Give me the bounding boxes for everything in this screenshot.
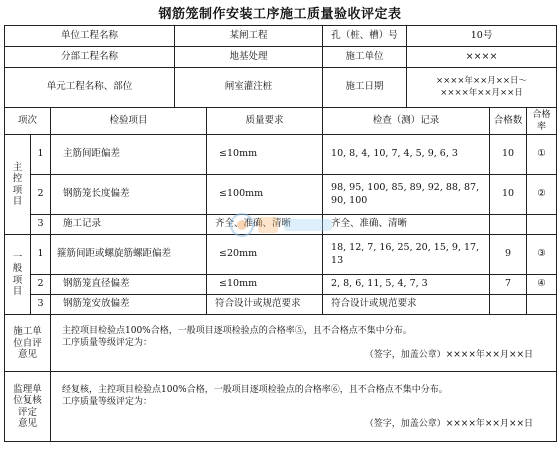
col-item-no: 项次 — [5, 108, 51, 135]
header-row-division — [5, 47, 557, 68]
pass-rate: ② — [527, 175, 557, 215]
element-value: 闸室灌注桩 — [175, 68, 323, 108]
item-no: 3 — [31, 295, 51, 315]
pass-count: 10 — [490, 135, 527, 175]
supervisor-eval-signature: （签字，加盖公章）××××年××月××日 — [364, 418, 534, 429]
division-label: 分部工程名称 — [5, 47, 175, 68]
self-eval-text-1: 主控项目检验点100%合格，一般项目逐项检验点的合格率⑤，且不合格点不集中分布。 — [62, 326, 412, 337]
record: 18, 12, 7, 16, 25, 20, 15, 9, 17, 13 — [323, 235, 490, 275]
pass-rate: ④ — [527, 275, 557, 295]
check-item: 钢筋笼安放偏差 — [51, 295, 207, 315]
supervisor-eval-opinion — [51, 372, 557, 442]
column-header-row — [5, 108, 557, 135]
unit-project-label: 单位工程名称 — [5, 26, 175, 47]
header-row-element — [5, 68, 557, 108]
check-item: 箍筋间距或螺旋筋螺距偏差 — [51, 235, 207, 275]
contractor-label: 施工单位 — [323, 47, 407, 68]
pass-count — [490, 215, 527, 235]
pile-value: 10号 — [407, 26, 557, 47]
inspection-form-table — [4, 25, 557, 442]
table-row — [5, 295, 557, 315]
pile-label: 孔（桩、槽）号 — [323, 26, 407, 47]
record: 符合设计或规范要求 — [323, 295, 490, 315]
requirement: ≤10mm — [207, 135, 323, 175]
check-item: 主筋间距偏差 — [51, 135, 207, 175]
main-group-label: 主 控 项 目 — [5, 135, 31, 235]
element-label: 单元工程名称、部位 — [5, 68, 175, 108]
record: 98, 95, 100, 85, 89, 92, 88, 87, 90, 100 — [323, 175, 490, 215]
col-pass-rate: 合格率 — [527, 108, 557, 135]
table-row — [5, 235, 557, 275]
requirement: 齐全、准确、清晰 — [207, 215, 323, 235]
table-row — [5, 135, 557, 175]
date-line-1: ××××年××月××日～ — [436, 76, 528, 87]
table-row — [5, 275, 557, 295]
check-item: 钢筋笼长度偏差 — [51, 175, 207, 215]
record: 10, 8, 4, 10, 7, 4, 5, 9, 6, 3 — [323, 135, 490, 175]
col-requirement: 质量要求 — [207, 108, 323, 135]
self-eval-row — [5, 315, 557, 372]
pass-rate: ③ — [527, 235, 557, 275]
requirement: ≤10mm — [207, 275, 323, 295]
supervisor-eval-row — [5, 372, 557, 442]
general-group-label: 一 般 项 目 — [5, 235, 31, 315]
pass-rate: ① — [527, 135, 557, 175]
record: 齐全、准确、清晰 — [323, 215, 490, 235]
self-eval-signature: （签字，加盖公章）××××年××月××日 — [364, 350, 534, 361]
header-row-unit — [5, 26, 557, 47]
self-eval-text-2: 工序质量等级评定为： — [62, 338, 153, 349]
col-check-item: 检验项目 — [51, 108, 207, 135]
table-row — [5, 175, 557, 215]
item-no: 1 — [31, 235, 51, 275]
check-item: 钢筋笼直径偏差 — [51, 275, 207, 295]
unit-project-value: 某闸工程 — [175, 26, 323, 47]
date-line-2: ××××年××月××日 — [440, 87, 523, 98]
supervisor-eval-text-2: 工序质量等级评定为： — [62, 396, 153, 407]
self-eval-opinion — [51, 315, 557, 372]
form-title: 钢筋笼制作安装工序施工质量验收评定表 — [158, 7, 402, 22]
pass-count: 7 — [490, 275, 527, 295]
item-no: 2 — [31, 175, 51, 215]
pass-count — [490, 295, 527, 315]
pass-rate — [527, 215, 557, 235]
requirement: ≤100mm — [207, 175, 323, 215]
division-value: 地基处理 — [175, 47, 323, 68]
pass-count: 10 — [490, 175, 527, 215]
supervisor-eval-text-1: 经复核，主控项目检验点100%合格，一般项目逐项检验点的合格率⑥，且不合格点不集中分布。 — [62, 384, 448, 395]
supervisor-eval-label: 监理单 位复核 评定 意见 — [5, 372, 51, 442]
record: 2, 8, 6, 11, 5, 4, 7, 3 — [323, 275, 490, 295]
requirement: 符合设计或规范要求 — [207, 295, 323, 315]
col-pass-count: 合格数 — [490, 108, 527, 135]
pass-rate — [527, 295, 557, 315]
item-no: 2 — [31, 275, 51, 295]
check-item: 施工记录 — [51, 215, 207, 235]
pass-count: 9 — [490, 235, 527, 275]
self-eval-label: 施工单 位自评 意见 — [5, 315, 51, 372]
item-no: 1 — [31, 135, 51, 175]
contractor-value: ×××× — [407, 47, 557, 68]
date-value — [407, 68, 557, 108]
item-no: 3 — [31, 215, 51, 235]
date-label: 施工日期 — [323, 68, 407, 108]
col-record: 检查（测）记录 — [323, 108, 490, 135]
requirement: ≤20mm — [207, 235, 323, 275]
table-row — [5, 215, 557, 235]
